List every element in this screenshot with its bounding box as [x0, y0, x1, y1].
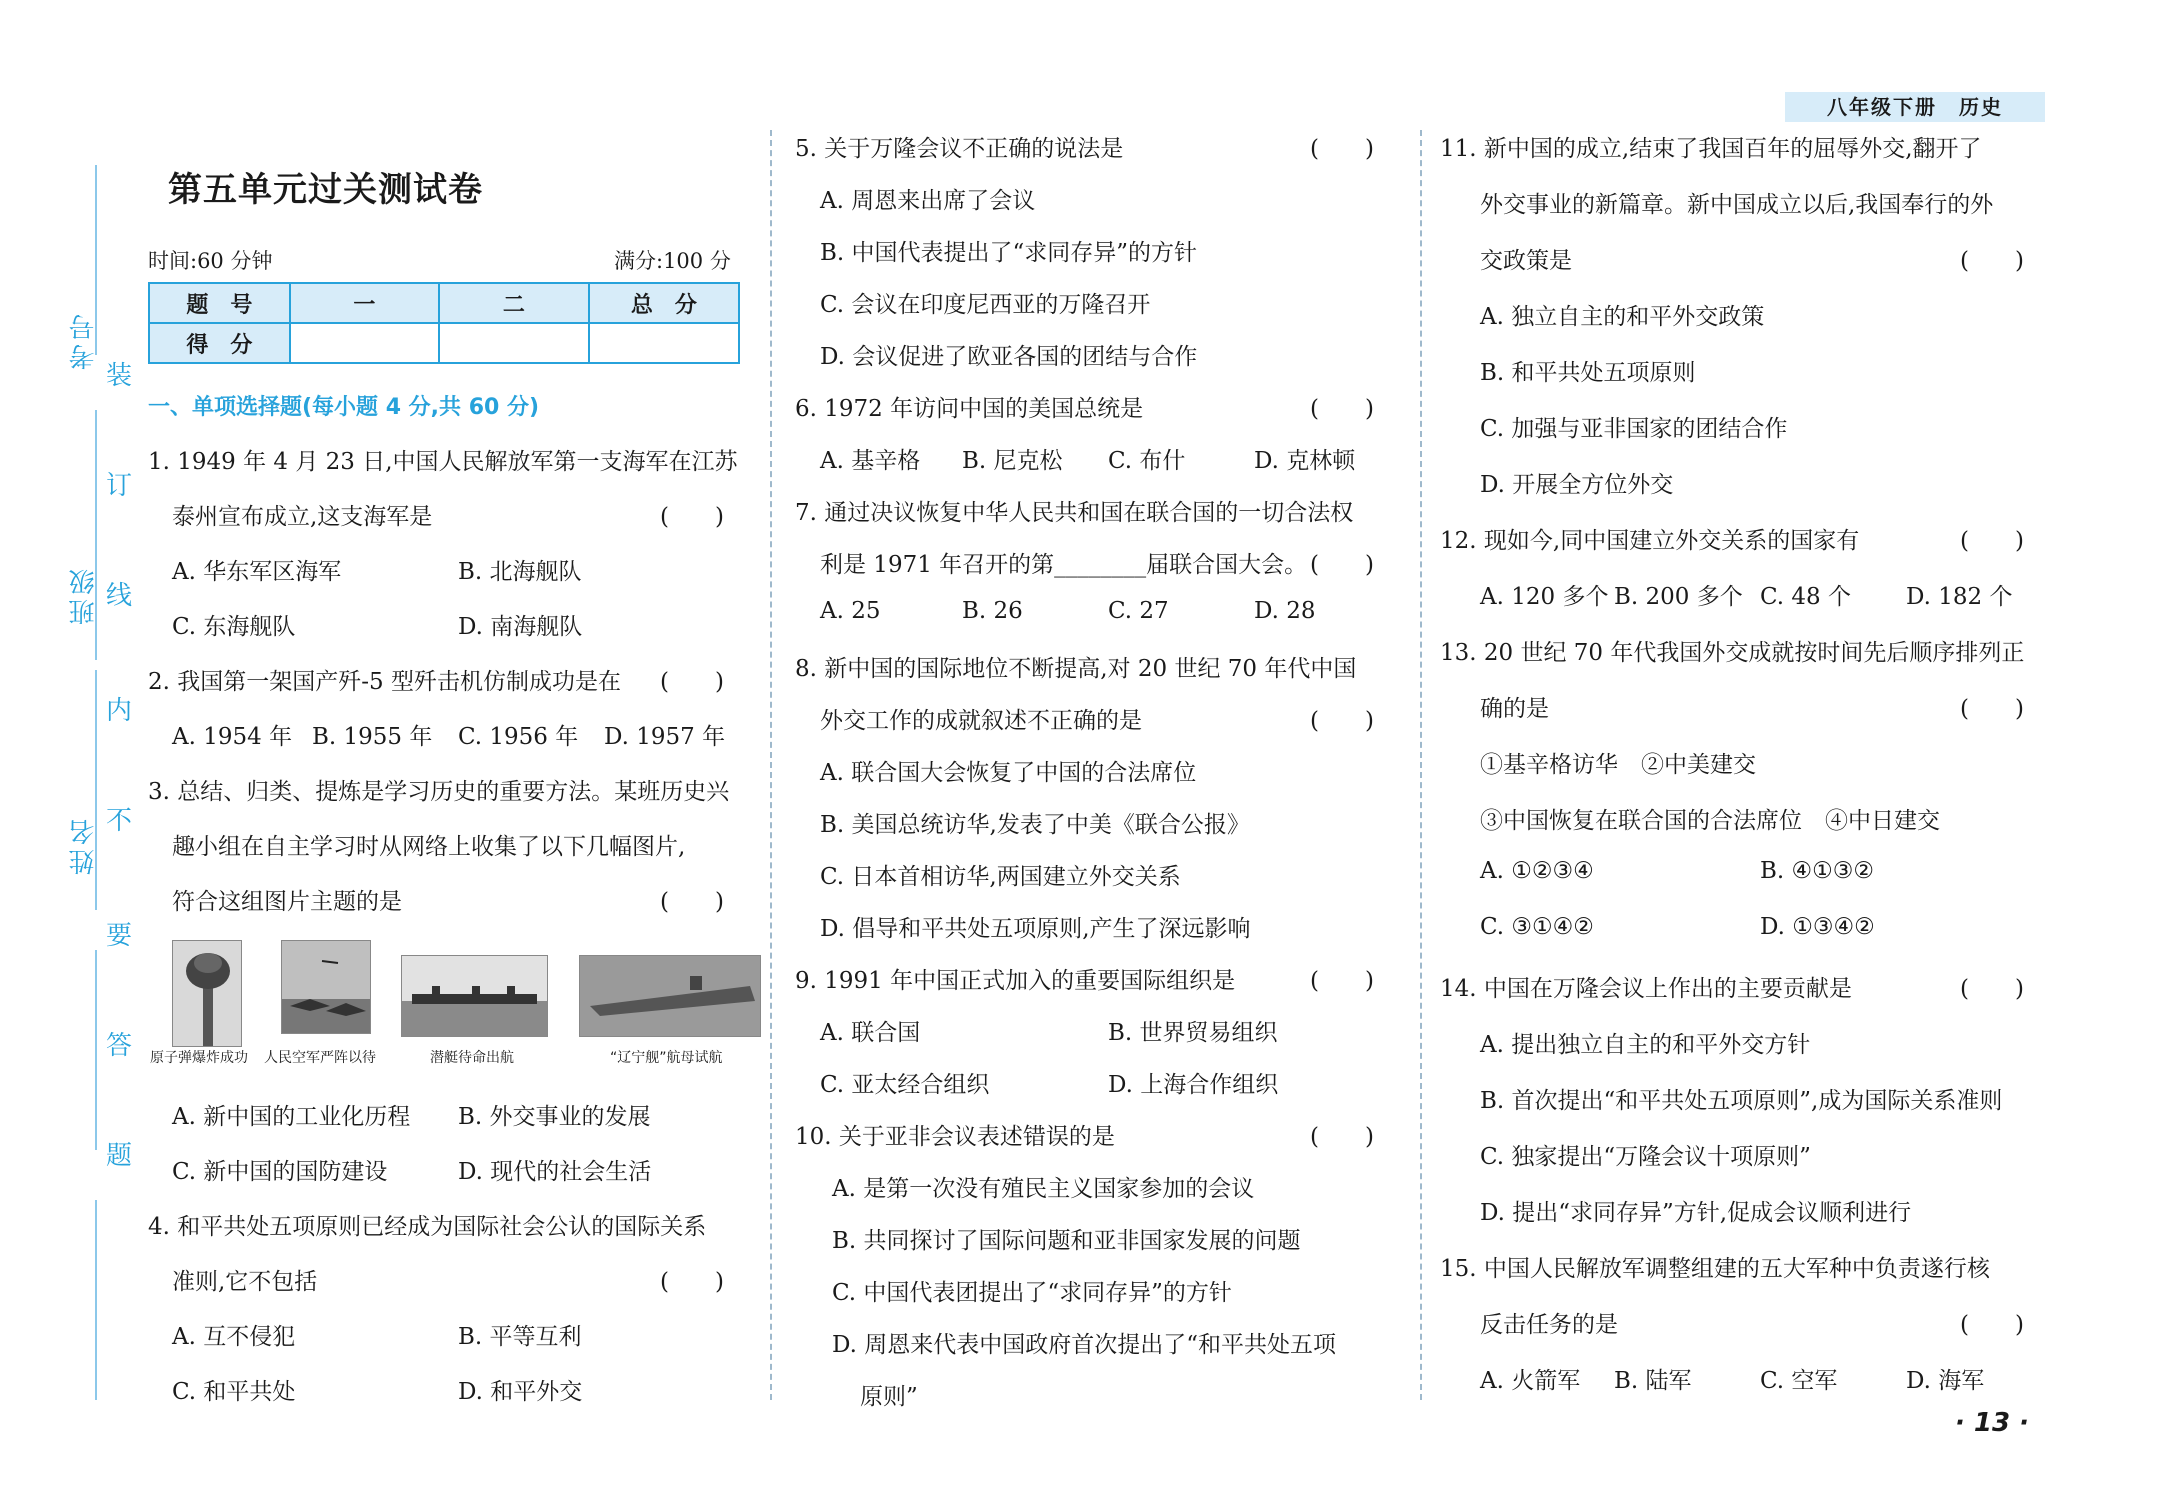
score-table	[148, 282, 740, 364]
q2-option-d: D. 1957 年	[604, 724, 726, 750]
q8-option-c: C. 日本首相访华,两国建立外交关系	[820, 864, 1181, 890]
q10-option-a: A. 是第一次没有殖民主义国家参加的会议	[832, 1176, 1255, 1202]
q11-option-c: C. 加强与亚非国家的团结合作	[1480, 416, 1788, 442]
q14-option-b: B. 首次提出“和平共处五项原则”,成为国际关系准则	[1480, 1088, 2003, 1114]
q8-option-b: B. 美国总统访华,发表了中美《联合公报》	[820, 812, 1250, 838]
q14-stem: 14. 中国在万隆会议上作出的主要贡献是	[1440, 976, 1852, 1002]
column-divider	[1420, 130, 1422, 1400]
q3-option-a: A. 新中国的工业化历程	[172, 1104, 411, 1130]
q7-option-a: A. 25	[820, 598, 881, 624]
q3-stem: 趣小组在自主学习时从网络上收集了以下几幅图片,	[172, 834, 686, 860]
score-header-cell: 一	[290, 283, 440, 323]
q11-stem: 交政策是	[1480, 248, 1572, 274]
q3-option-c: C. 新中国的国防建设	[172, 1159, 388, 1185]
q15-option-b: B. 陆军	[1614, 1368, 1692, 1394]
q12-option-d: D. 182 个	[1906, 584, 2013, 610]
q13-items: ③中国恢复在联合国的合法席位 ④中日建交	[1480, 808, 1940, 834]
air-force-photo	[281, 940, 371, 1034]
q13-option-d: D. ①③④②	[1760, 914, 1875, 940]
q5-option-a: A. 周恩来出席了会议	[820, 188, 1036, 214]
q8-option-a: A. 联合国大会恢复了中国的合法席位	[820, 760, 1197, 786]
answer-bracket[interactable]: ( )	[1960, 696, 2024, 722]
name-label: 姓名	[69, 815, 99, 875]
q10-option-d: D. 周恩来代表中国政府首次提出了“和平共处五项	[832, 1332, 1337, 1358]
exam-number-label: 考号	[69, 310, 99, 370]
q5-option-c: C. 会议在印度尼西亚的万隆召开	[820, 292, 1151, 318]
q4-option-a: A. 互不侵犯	[172, 1324, 296, 1350]
answer-bracket[interactable]: ( )	[660, 504, 724, 530]
q13-stem: 13. 20 世纪 70 年代我国外交成就按时间先后顺序排列正	[1440, 640, 2025, 666]
answer-bracket[interactable]: ( )	[1310, 968, 1374, 994]
q2-stem: 2. 我国第一架国产歼-5 型歼击机仿制成功是在	[148, 669, 621, 695]
q15-stem: 15. 中国人民解放军调整组建的五大军种中负责遂行核	[1440, 1256, 1990, 1282]
q2-option-a: A. 1954 年	[172, 724, 293, 750]
photo-caption: “辽宁舰”航母试航	[610, 1050, 723, 1066]
class-label: 班级	[69, 565, 99, 625]
q12-stem: 12. 现如今,同中国建立外交关系的国家有	[1440, 528, 1860, 554]
q13-stem: 确的是	[1480, 696, 1549, 722]
score-cell[interactable]	[439, 323, 589, 363]
score-row-label: 得 分	[149, 323, 290, 363]
section-heading: 一、单项选择题(每小题 4 分,共 60 分)	[148, 395, 540, 420]
q15-option-d: D. 海军	[1906, 1368, 1985, 1394]
q3-option-d: D. 现代的社会生活	[458, 1159, 652, 1185]
answer-bracket[interactable]: ( )	[1960, 528, 2024, 554]
q12-option-b: B. 200 多个	[1614, 584, 1743, 610]
q13-option-a: A. ①②③④	[1480, 858, 1594, 884]
q9-option-d: D. 上海合作组织	[1108, 1072, 1279, 1098]
q4-option-c: C. 和平共处	[172, 1379, 296, 1405]
binding-char: 题	[106, 1141, 133, 1171]
column-divider	[770, 130, 772, 1400]
binding-margin	[0, 120, 150, 1400]
q15-stem: 反击任务的是	[1480, 1312, 1618, 1338]
answer-bracket[interactable]: ( )	[660, 889, 724, 915]
q1-option-a: A. 华东军区海军	[172, 559, 342, 585]
exam-time: 时间:60 分钟	[148, 249, 273, 273]
q5-option-d: D. 会议促进了欧亚各国的团结与合作	[820, 344, 1198, 370]
binding-char: 内	[106, 696, 133, 726]
q10-option-c: C. 中国代表团提出了“求同存异”的方针	[832, 1280, 1232, 1306]
atomic-bomb-photo	[172, 940, 242, 1047]
q13-option-c: C. ③①④②	[1480, 914, 1594, 940]
exam-full-score: 满分:100 分	[614, 249, 731, 273]
photo-caption: 人民空军严阵以待	[264, 1050, 376, 1066]
q13-option-b: B. ④①③②	[1760, 858, 1875, 884]
q10-option-d: 原则”	[860, 1384, 918, 1410]
q1-stem: 泰州宣布成立,这支海军是	[172, 504, 433, 530]
q8-option-d: D. 倡导和平共处五项原则,产生了深远影响	[820, 916, 1251, 942]
photo-caption: 潜艇待命出航	[430, 1050, 514, 1066]
q12-option-a: A. 120 多个	[1480, 584, 1609, 610]
q6-option-d: D. 克林顿	[1254, 448, 1356, 474]
photo-caption: 原子弹爆炸成功	[150, 1050, 248, 1066]
q2-option-c: C. 1956 年	[458, 724, 579, 750]
score-header-cell: 题 号	[149, 283, 290, 323]
q11-stem: 外交事业的新篇章。新中国成立以后,我国奉行的外	[1480, 192, 1994, 218]
q2-option-b: B. 1955 年	[312, 724, 433, 750]
q7-stem: 利是 1971 年召开的第________届联合国大会。	[820, 552, 1308, 578]
submarine-photo	[401, 955, 548, 1037]
q1-option-c: C. 东海舰队	[172, 614, 296, 640]
q4-option-b: B. 平等互利	[458, 1324, 582, 1350]
answer-bracket[interactable]: ( )	[1310, 1124, 1374, 1150]
q14-option-c: C. 独家提出“万隆会议十项原则”	[1480, 1144, 1811, 1170]
q15-option-c: C. 空军	[1760, 1368, 1838, 1394]
q9-stem: 9. 1991 年中国正式加入的重要国际组织是	[795, 968, 1236, 994]
answer-bracket[interactable]: ( )	[1310, 708, 1374, 734]
q11-stem: 11. 新中国的成立,结束了我国百年的屈辱外交,翻开了	[1440, 136, 1982, 162]
q10-option-b: B. 共同探讨了国际问题和亚非国家发展的问题	[832, 1228, 1301, 1254]
q11-option-d: D. 开展全方位外交	[1480, 472, 1674, 498]
q7-option-d: D. 28	[1254, 598, 1316, 624]
aircraft-carrier-photo	[579, 955, 761, 1037]
q12-option-c: C. 48 个	[1760, 584, 1851, 610]
q1-option-b: B. 北海舰队	[458, 559, 582, 585]
q4-stem: 4. 和平共处五项原则已经成为国际社会公认的国际关系	[148, 1214, 707, 1240]
q14-option-d: D. 提出“求同存异”方针,促成会议顺利进行	[1480, 1200, 1912, 1226]
binding-char: 线	[106, 581, 133, 611]
answer-bracket[interactable]: ( )	[1310, 136, 1374, 162]
answer-bracket[interactable]: ( )	[1310, 396, 1374, 422]
q3-stem: 3. 总结、归类、提炼是学习历史的重要方法。某班历史兴	[148, 779, 730, 805]
q13-items: ①基辛格访华 ②中美建交	[1480, 752, 1756, 778]
q5-stem: 5. 关于万隆会议不正确的说法是	[795, 136, 1124, 162]
binding-line	[95, 1200, 97, 1400]
answer-bracket[interactable]: ( )	[1960, 248, 2024, 274]
q8-stem: 外交工作的成就叙述不正确的是	[820, 708, 1142, 734]
q7-option-c: C. 27	[1108, 598, 1169, 624]
binding-char: 不	[106, 806, 133, 836]
binding-char: 装	[106, 361, 133, 391]
q5-option-b: B. 中国代表提出了“求同存异”的方针	[820, 240, 1198, 266]
q3-stem: 符合这组图片主题的是	[172, 889, 402, 915]
score-cell[interactable]	[589, 323, 739, 363]
score-header-cell: 二	[439, 283, 589, 323]
q9-option-c: C. 亚太经合组织	[820, 1072, 990, 1098]
binding-char: 要	[106, 921, 133, 951]
q9-option-b: B. 世界贸易组织	[1108, 1020, 1278, 1046]
q8-stem: 8. 新中国的国际地位不断提高,对 20 世纪 70 年代中国	[795, 656, 1357, 682]
answer-bracket[interactable]: ( )	[1310, 552, 1374, 578]
answer-bracket[interactable]: ( )	[1960, 976, 2024, 1002]
q15-option-a: A. 火箭军	[1480, 1368, 1581, 1394]
q11-option-a: A. 独立自主的和平外交政策	[1480, 304, 1765, 330]
score-cell[interactable]	[290, 323, 440, 363]
q4-option-d: D. 和平外交	[458, 1379, 583, 1405]
answer-bracket[interactable]: ( )	[660, 1269, 724, 1295]
binding-char: 订	[106, 471, 133, 501]
page-number: · 13 ·	[1955, 1408, 2030, 1438]
grade-subject-tag: 八年级下册 历史	[1785, 92, 2045, 122]
exam-title: 第五单元过关测试卷	[168, 170, 483, 210]
answer-bracket[interactable]: ( )	[1960, 1312, 2024, 1338]
binding-line	[95, 950, 97, 1150]
answer-bracket[interactable]: ( )	[660, 669, 724, 695]
q1-stem: 1. 1949 年 4 月 23 日,中国人民解放军第一支海军在江苏	[148, 449, 738, 475]
q6-stem: 6. 1972 年访问中国的美国总统是	[795, 396, 1144, 422]
q14-option-a: A. 提出独立自主的和平外交方针	[1480, 1032, 1811, 1058]
score-header-cell: 总 分	[589, 283, 739, 323]
q1-option-d: D. 南海舰队	[458, 614, 583, 640]
q7-stem: 7. 通过决议恢复中华人民共和国在联合国的一切合法权	[795, 500, 1354, 526]
q9-option-a: A. 联合国	[820, 1020, 921, 1046]
q7-option-b: B. 26	[962, 598, 1023, 624]
q4-stem: 准则,它不包括	[172, 1269, 318, 1295]
q10-stem: 10. 关于亚非会议表述错误的是	[795, 1124, 1115, 1150]
q11-option-b: B. 和平共处五项原则	[1480, 360, 1696, 386]
binding-char: 答	[106, 1031, 133, 1061]
q6-option-c: C. 布什	[1108, 448, 1186, 474]
q6-option-a: A. 基辛格	[820, 448, 921, 474]
q3-option-b: B. 外交事业的发展	[458, 1104, 651, 1130]
q6-option-b: B. 尼克松	[962, 448, 1063, 474]
